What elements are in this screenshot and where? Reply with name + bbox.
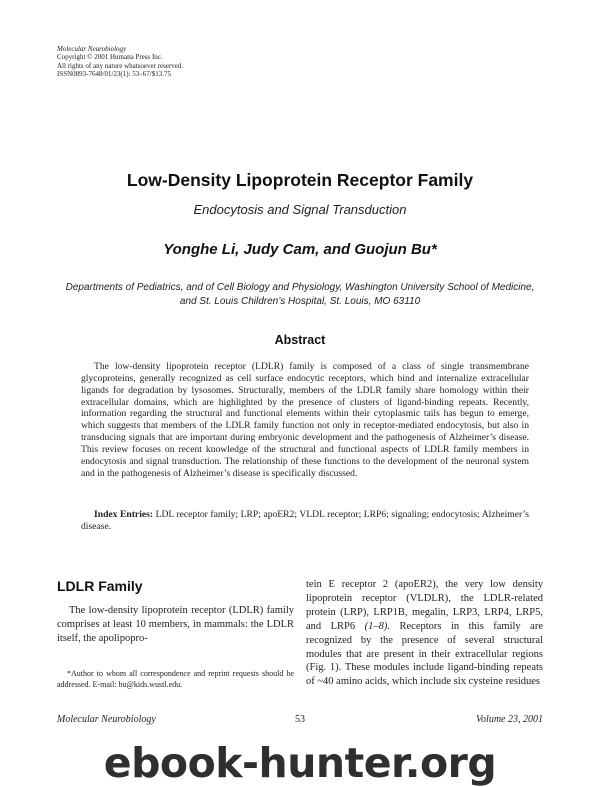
author-affiliation: Departments of Pediatrics, and of Cell Biology and Physiology, Washington University School of Medicine, and St. Louis Children’s Hospital, St. Louis, MO 63110 [65, 282, 535, 307]
page-number: 53 [295, 714, 305, 725]
header-issn: ISSN0893-7648/01/23(1): 53–67/$13.75 [57, 69, 171, 78]
right-column-text [306, 578, 543, 689]
abstract-heading: Abstract [274, 333, 326, 347]
section-heading: LDLR Family [57, 578, 143, 594]
index-entries-text: LDL receptor family; LRP; apoER2; VLDL receptor; LRP6; signaling; endocytosis; Alzheimer’s disease. [81, 509, 529, 532]
right-column-part-b: Receptors in this family are recognized by the presence of several structural modules that are present in their extracellular regions (Fig. 1). These modules include ligand-binding repeats of ~40 amino acids, which include six cysteine residues [306, 620, 543, 688]
header-copyright: Copyright © 2001 Humana Press Inc. [57, 53, 163, 62]
journal-header [57, 45, 357, 78]
index-entries-label: Index Entries: [94, 509, 154, 520]
footnote: *Author to whom all correspondence and reprint requests should be addressed. E-mail: bu@kids.wustl.edu. [57, 669, 294, 689]
paper-title: Low-Density Lipoprotein Receptor Family [126, 170, 474, 190]
paper-subtitle: Endocytosis and Signal Transduction [193, 202, 407, 217]
citation: (1–8). [364, 620, 391, 632]
left-column-text: The low-density lipoprotein receptor (LDLR) family comprises at least 10 members, in mammals: the LDLR itself, the apolipopro- [57, 605, 294, 644]
header-rights: All rights of any nature whatsoever reserved. [57, 61, 184, 70]
paper-authors: Yonghe Li, Judy Cam, and Guojun Bu* [163, 241, 437, 258]
right-column-part-a: tein E receptor 2 (apoER2), the very low density lipoprotein receptor (VLDLR), the LDLR-related protein (LRP), LRP1B, megalin, LRP3, LRP4, LRP5, and LRP6 [306, 579, 543, 632]
watermark: ebook-hunter.org [103, 739, 497, 787]
footer-journal: Molecular Neurobiology [57, 714, 156, 725]
footer-volume: Volume 23, 2001 [476, 714, 543, 725]
header-journal: Molecular Neurobiology [57, 45, 127, 53]
abstract-text: The low-density lipoprotein receptor (LDLR) family is composed of a class of single transmembrane glycoproteins, generally recognized as cell surface endocytic receptors, which bind and internalize extracellular ligands for degradation by lysosomes. Structurally, members of the LDLR family share homology within their extracellular domains, which are highlighted by the presence of clusters of ligand-binding repeats. Recently, information regarding the structural and functional elements within their cytoplasmic tails has begun to emerge, which suggests that members of the LDLR family function not only in receptor-mediated endocytosis, but also in transducing signals that are important during embryonic development and the pathogenesis of Alzheimer’s disease. This review focuses on recent knowledge of the structural and functional aspects of LDLR family members in endocytosis and signal transduction. The relationship of these functions to the development of the neuronal system and in the pathogenesis of Alzheimer’s disease is specifically discussed. [81, 361, 529, 479]
index-entries [81, 509, 529, 533]
